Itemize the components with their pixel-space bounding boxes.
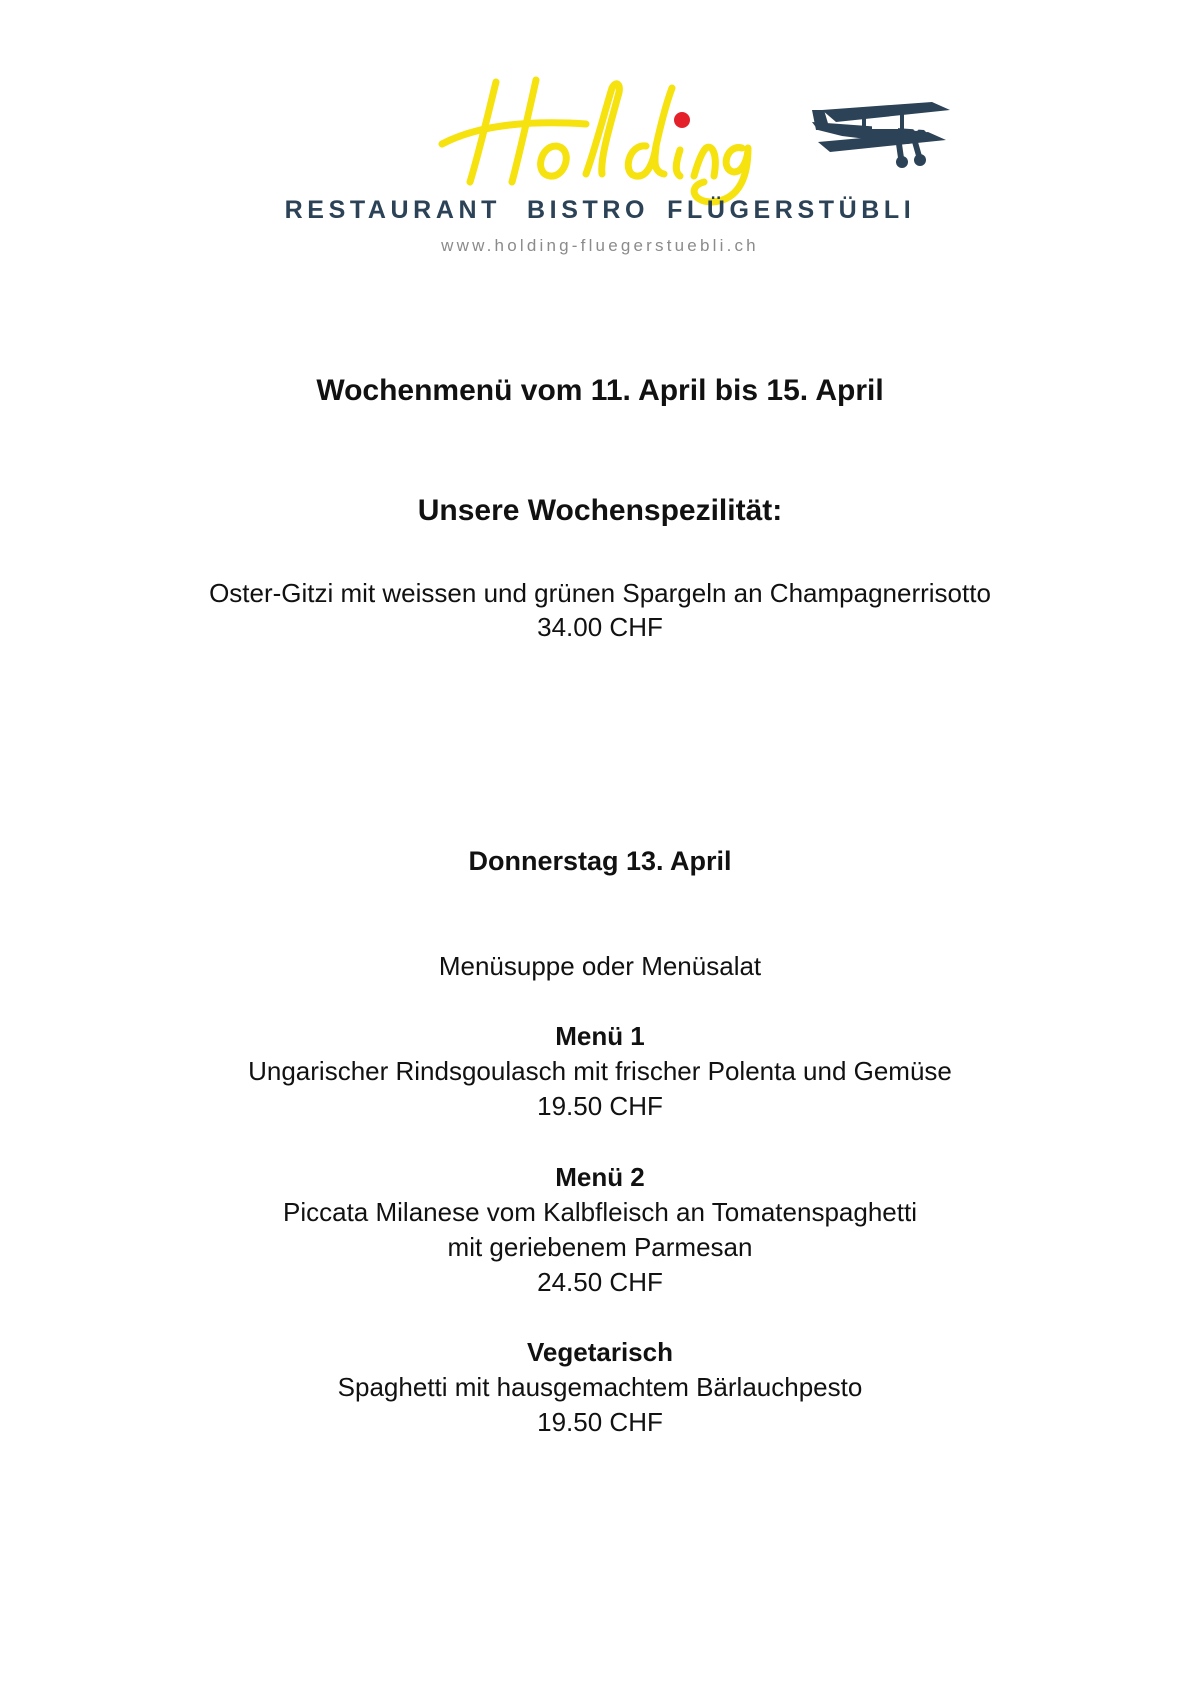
menu-2-dish-line-2: mit geriebenem Parmesan xyxy=(447,1232,753,1262)
day-title: Donnerstag 13. April xyxy=(468,846,732,876)
menu-2-price: 24.50 CHF xyxy=(537,1267,663,1297)
weekly-special-dish: Oster-Gitzi mit weissen und grünen Spargeln an Champagnerrisotto xyxy=(209,578,991,608)
holding-script-logo xyxy=(436,74,756,214)
menu-vegetarian-title: Vegetarisch xyxy=(527,1337,673,1367)
menu-1-dish: Ungarischer Rindsgoulasch mit frischer Polenta und Gemüse xyxy=(248,1056,952,1086)
restaurant-logo xyxy=(0,0,1200,270)
menu-2-dish-line-1: Piccata Milanese vom Kalbfleisch an Tomatenspaghetti xyxy=(283,1197,917,1227)
menu-1-title: Menü 1 xyxy=(555,1021,645,1051)
menu-vegetarian-price: 19.50 CHF xyxy=(537,1407,663,1437)
logo-subtitle-fluegerstuebli: FLÜGERSTÜBLI xyxy=(667,196,916,224)
menu-2-title: Menü 2 xyxy=(555,1162,645,1192)
logo-subtitle xyxy=(0,196,1200,226)
logo-subtitle-bistro: BISTRO xyxy=(527,196,650,224)
menu-1-price: 19.50 CHF xyxy=(537,1091,663,1121)
logo-subtitle-restaurant: RESTAURANT xyxy=(284,196,502,224)
biplane-icon xyxy=(812,100,952,172)
day-starter: Menüsuppe oder Menüsalat xyxy=(438,951,762,981)
weekly-special-heading: Unsere Wochenspezilität: xyxy=(417,494,783,527)
page-title: Wochenmenü vom 11. April bis 15. April xyxy=(316,374,884,407)
menu-vegetarian-dish: Spaghetti mit hausgemachtem Bärlauchpesto xyxy=(337,1372,863,1402)
weekly-special-price: 34.00 CHF xyxy=(537,612,663,642)
logo-url: www.holding-fluegerstuebli.ch xyxy=(441,236,759,255)
